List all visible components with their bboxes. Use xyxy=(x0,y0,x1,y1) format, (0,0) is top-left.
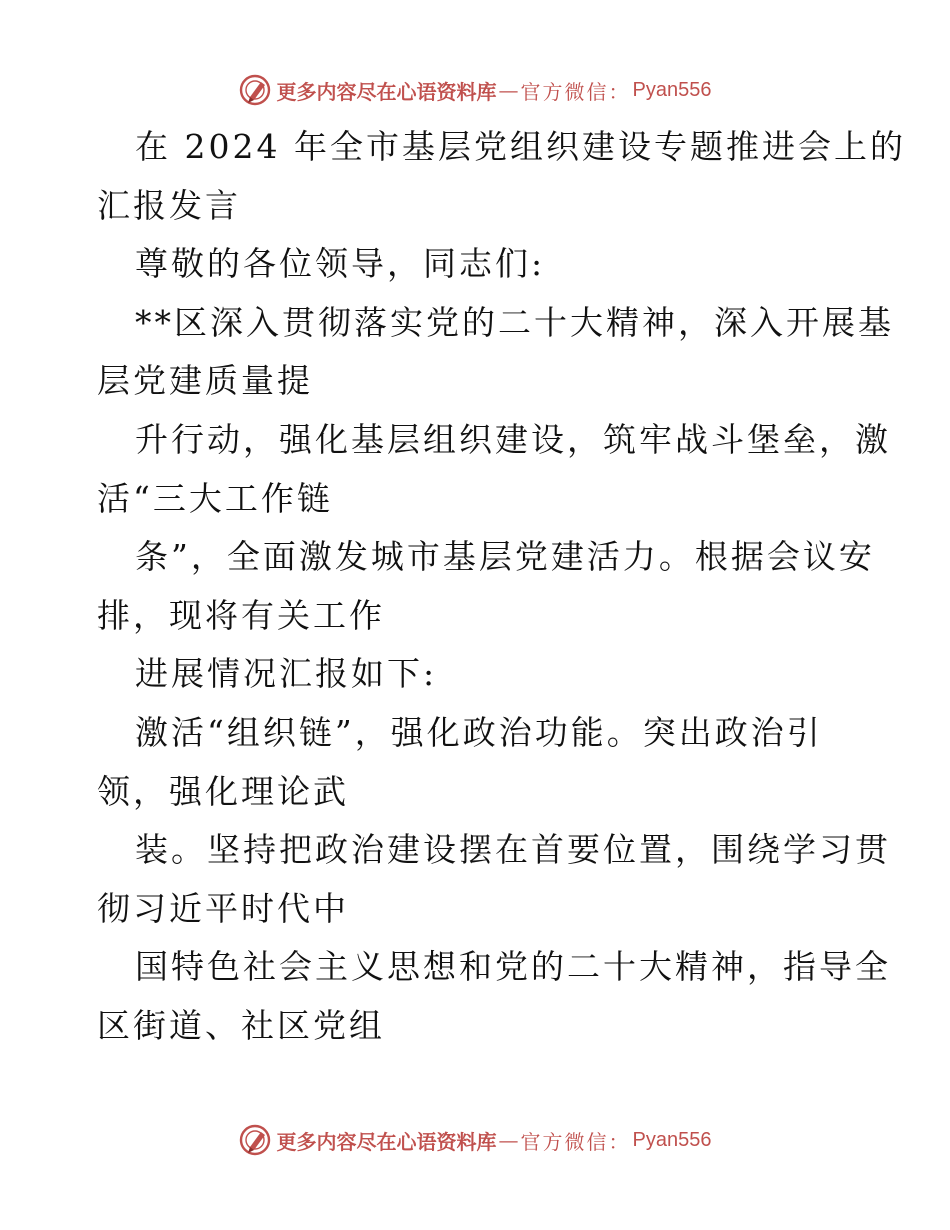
pen-logo-icon xyxy=(239,1123,273,1157)
title-line-1: 在 2024 年全市基层党组织建设专题推进会上的 xyxy=(135,127,906,166)
paragraph-line: 区街道、社区党组 xyxy=(97,1005,385,1045)
paragraph-line: 国特色社会主义思想和党的二十大精神，指导全 xyxy=(135,947,891,987)
pen-logo-icon xyxy=(239,73,273,107)
salutation: 尊敬的各位领导，同志们: xyxy=(135,244,546,284)
header-watermark xyxy=(0,70,950,110)
paragraph-line: 装。坚持把政治建设摆在首要位置，围绕学习贯 xyxy=(135,830,891,870)
paragraph-line: 层党建质量提 xyxy=(97,361,313,401)
paragraph-line: **区深入贯彻落实党的二十大精神，深入开展基 xyxy=(135,302,894,342)
footer-watermark xyxy=(0,1120,950,1160)
paragraph-line: 进展情况汇报如下: xyxy=(135,654,438,694)
footer-brand-text: 更多内容尽在心语资料库 xyxy=(276,1129,497,1154)
section-heading-line: 领，强化理论武 xyxy=(97,771,349,811)
header-separator: — xyxy=(498,78,519,102)
header-wechat-id: Pyan556 xyxy=(632,78,712,101)
header-official-label: 官方微信： xyxy=(520,79,631,104)
header-brand-text: 更多内容尽在心语资料库 xyxy=(276,79,497,104)
paragraph-line: 升行动，强化基层组织建设，筑牢战斗堡垒，激 xyxy=(135,419,891,459)
title-line-2: 汇报发言 xyxy=(97,185,241,225)
paragraph-line: 彻习近平时代中 xyxy=(97,888,349,928)
footer-wechat-id: Pyan556 xyxy=(632,1128,712,1151)
document-body xyxy=(97,118,906,1056)
section-heading-line: 激活“组织链”，强化政治功能。突出政治引 xyxy=(135,712,823,752)
paragraph-line: 条”，全面激发城市基层党建活力。根据会议安 xyxy=(135,537,875,577)
footer-separator: — xyxy=(498,1128,519,1152)
footer-official-label: 官方微信： xyxy=(520,1129,631,1154)
paragraph-line: 活“三大工作链 xyxy=(97,478,333,518)
paragraph-line: 排，现将有关工作 xyxy=(97,595,385,635)
